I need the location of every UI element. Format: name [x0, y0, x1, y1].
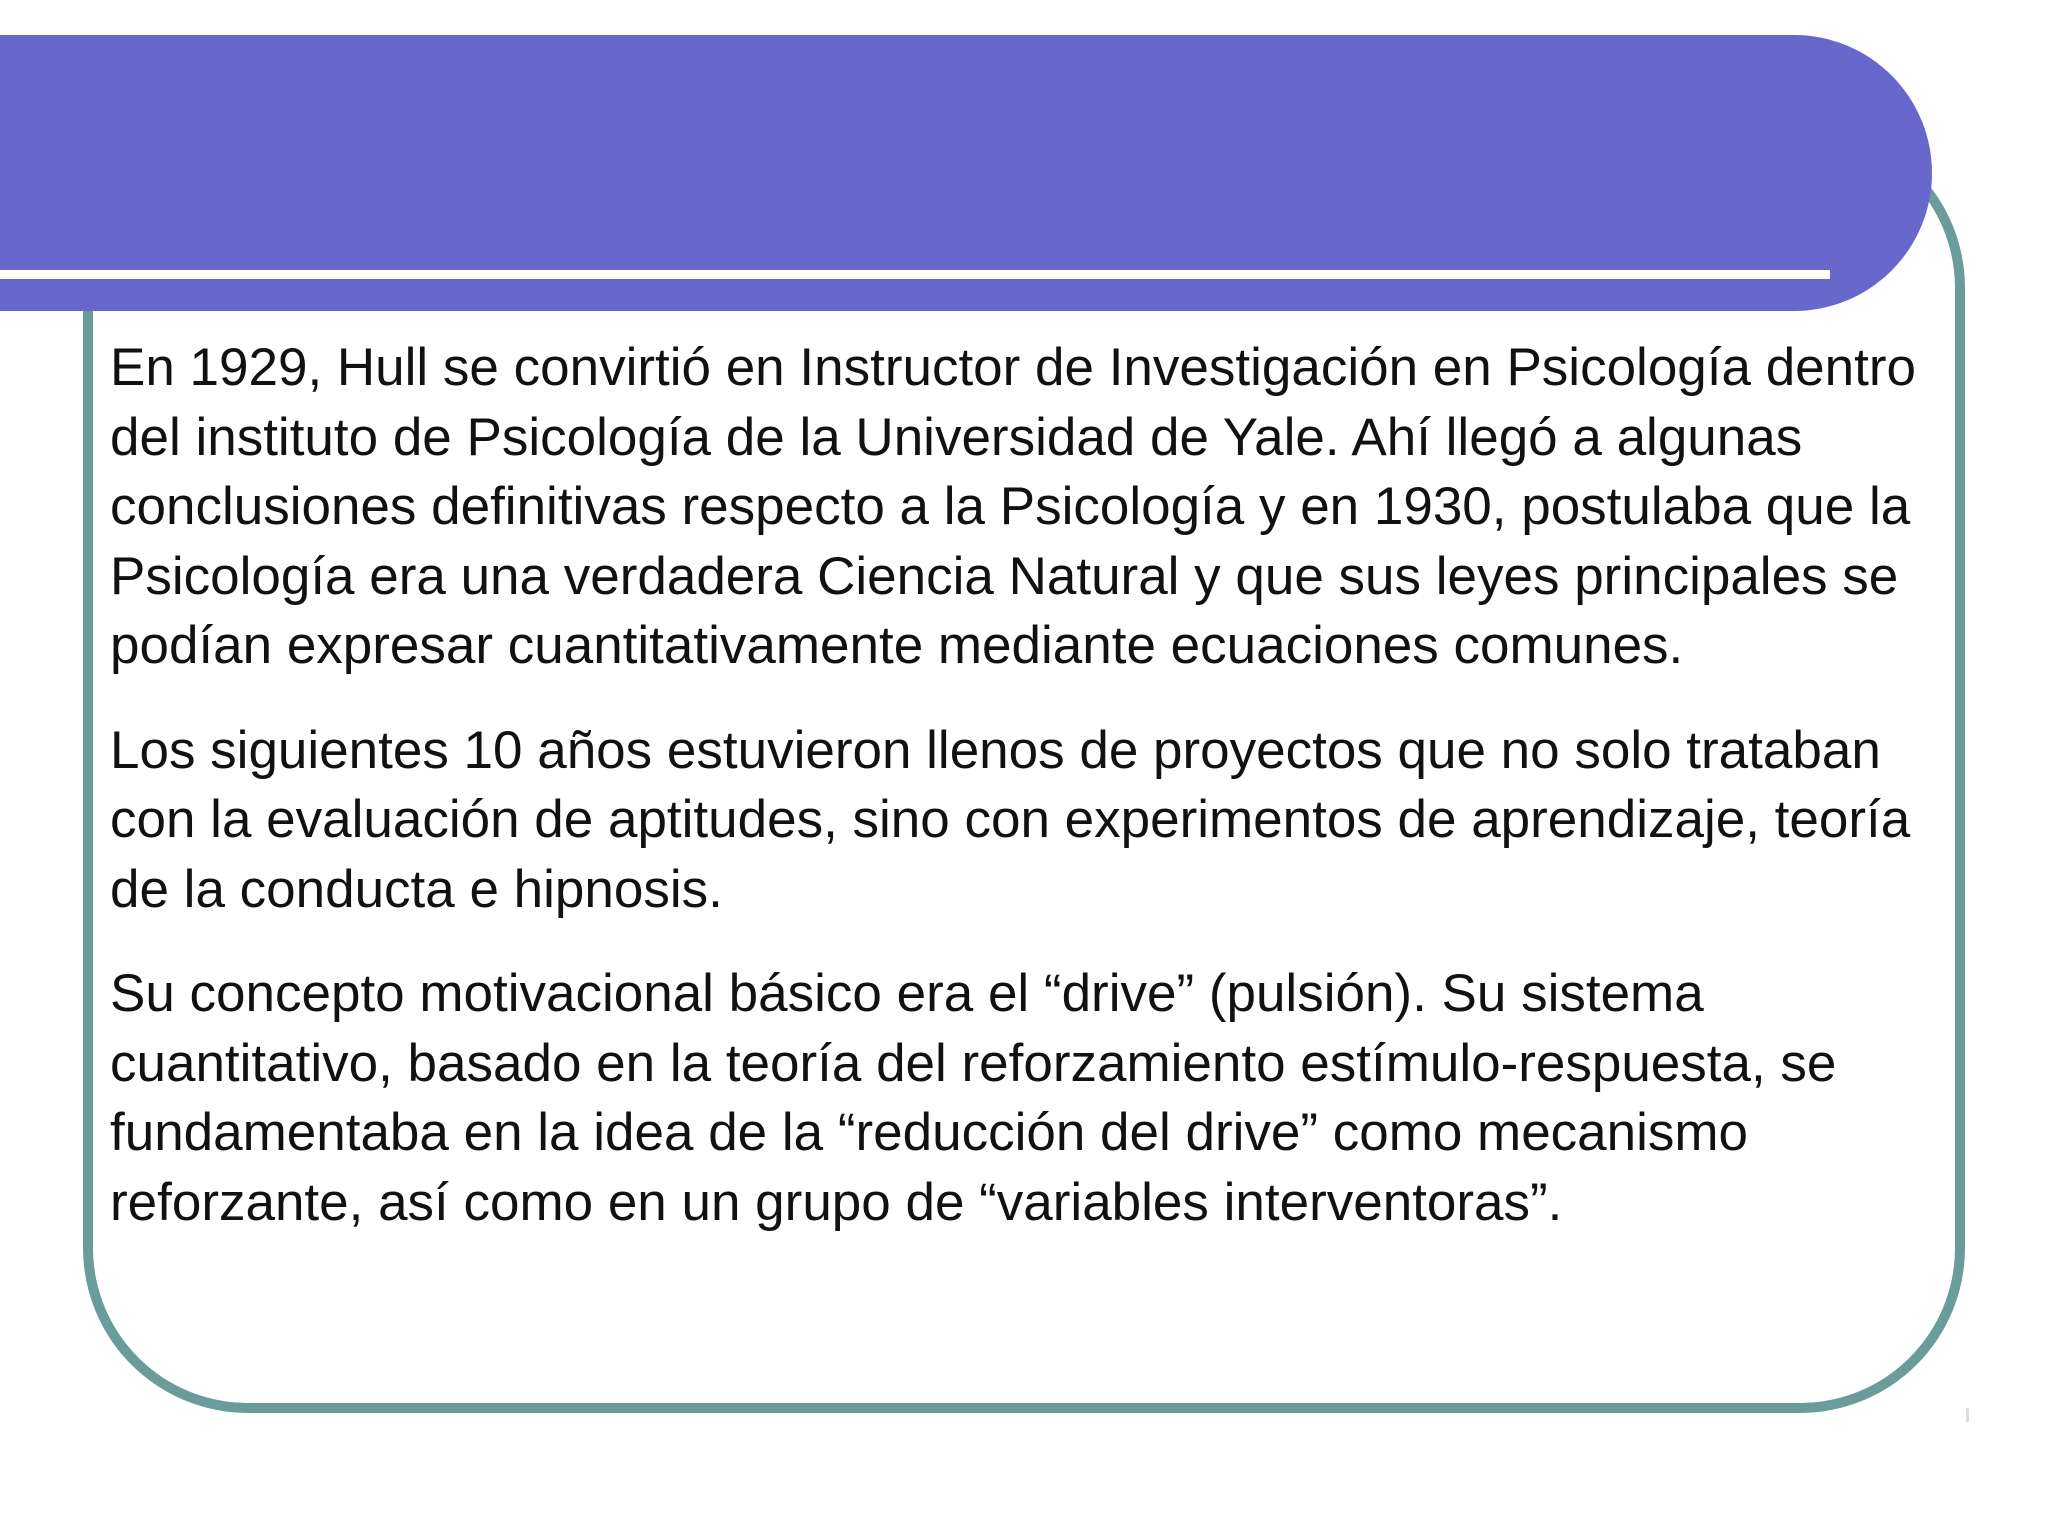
slide-title [110, 80, 1810, 230]
paragraph-3: Su concepto motivacional básico era el “drive” (pulsión). Su sistema cuantitativo, basado en la teoría del reforzamiento estímulo-respuesta, se fundamentaba en la idea de la “reducción del drive” como mecanismo reforzante, así como en un grupo de “variables interventoras”. [110, 964, 1837, 1232]
paragraph-2: Los siguientes 10 años estuvieron llenos de proyectos que no solo trataban con la evaluación de aptitudes, sino con experimentos de aprendizaje, teoría de la conducta e hipnosis. [110, 720, 1911, 919]
header-divider [0, 270, 1830, 279]
page-marker [1966, 1408, 1969, 1422]
slide-body [110, 333, 1930, 1237]
paragraph-1: En 1929, Hull se convirtió en Instructor de Investigación en Psicología dentro del instituto de Psicología de la Universidad de Yale. Ahí llegó a algunas conclusiones definitivas respecto a la Psicología y en 1930, postulaba que la Psicología era una verdadera Ciencia Natural y que sus leyes principales se podían expresar cuantitativamente mediante ecuaciones comunes. [110, 338, 1916, 675]
